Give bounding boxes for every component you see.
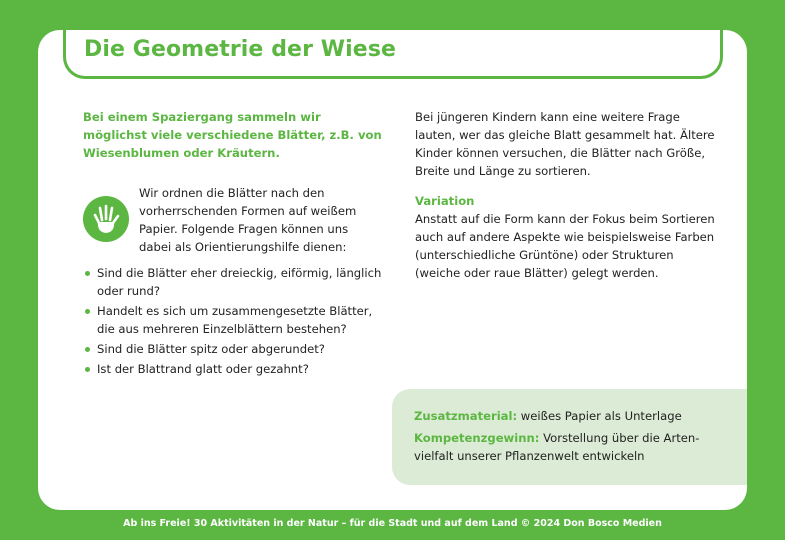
instruction-block bbox=[83, 184, 383, 256]
activity-card bbox=[38, 30, 747, 510]
competence-line bbox=[414, 429, 734, 465]
competence-text: Vorstellung über die Artenvielfalt unserer Pflanzenwelt entwickeln bbox=[414, 431, 700, 463]
list-item: Sind die Blätter eher dreieckig, eiförmig, länglich oder rund? bbox=[83, 264, 383, 300]
info-box bbox=[392, 389, 747, 485]
question-list bbox=[83, 264, 383, 378]
intro-text: Bei einem Spaziergang sammeln wir möglichst viele verschiedene Blätter, z.B. von Wiesenblumen oder Kräutern. bbox=[83, 110, 382, 160]
footer-credit: Ab ins Freie! 30 Aktivitäten in der Natur – für die Stadt und auf dem Land © 2024 Don Bosco Medien bbox=[123, 518, 662, 529]
material-text: weißes Papier als Unterlage bbox=[517, 409, 682, 423]
title-box bbox=[63, 30, 723, 79]
list-item: Ist der Blattrand glatt oder gezahnt? bbox=[83, 360, 383, 378]
list-item: Sind die Blätter spitz oder abgerundet? bbox=[83, 340, 383, 358]
list-item: Handelt es sich um zusammengesetzte Blätter, die aus mehreren Einzelblättern bestehen? bbox=[83, 302, 383, 338]
age-paragraph: Bei jüngeren Kindern kann eine weitere Frage lauten, wer das gleiche Blatt gesammelt hat. Ältere Kinder können versuchen, die Blätter nach Größe, Breite und Länge zu sortieren. bbox=[415, 110, 715, 178]
material-label: Zusatzmaterial: bbox=[414, 409, 518, 423]
material-line bbox=[414, 407, 734, 425]
left-column bbox=[83, 108, 383, 380]
page-title: Die Geometrie der Wiese bbox=[84, 37, 397, 62]
variation-text: Anstatt auf die Form kann der Fokus beim Sortieren auch auf andere Aspekte wie beispielsweise Farben (unterschiedliche Grüntöne) oder Strukturen (weiche oder raue Blätter) gelegt werden. bbox=[415, 212, 715, 280]
competence-label: Kompetenzgewinn: bbox=[414, 431, 540, 445]
right-column bbox=[415, 108, 715, 282]
hand-icon bbox=[83, 196, 129, 242]
variation-heading: Variation bbox=[415, 194, 475, 208]
instruction-text: Wir ordnen die Blätter nach den vorherrschenden Formen auf weißem Papier. Folgende Fragen können uns dabei als Orientierungshilfe dienen: bbox=[139, 186, 357, 254]
